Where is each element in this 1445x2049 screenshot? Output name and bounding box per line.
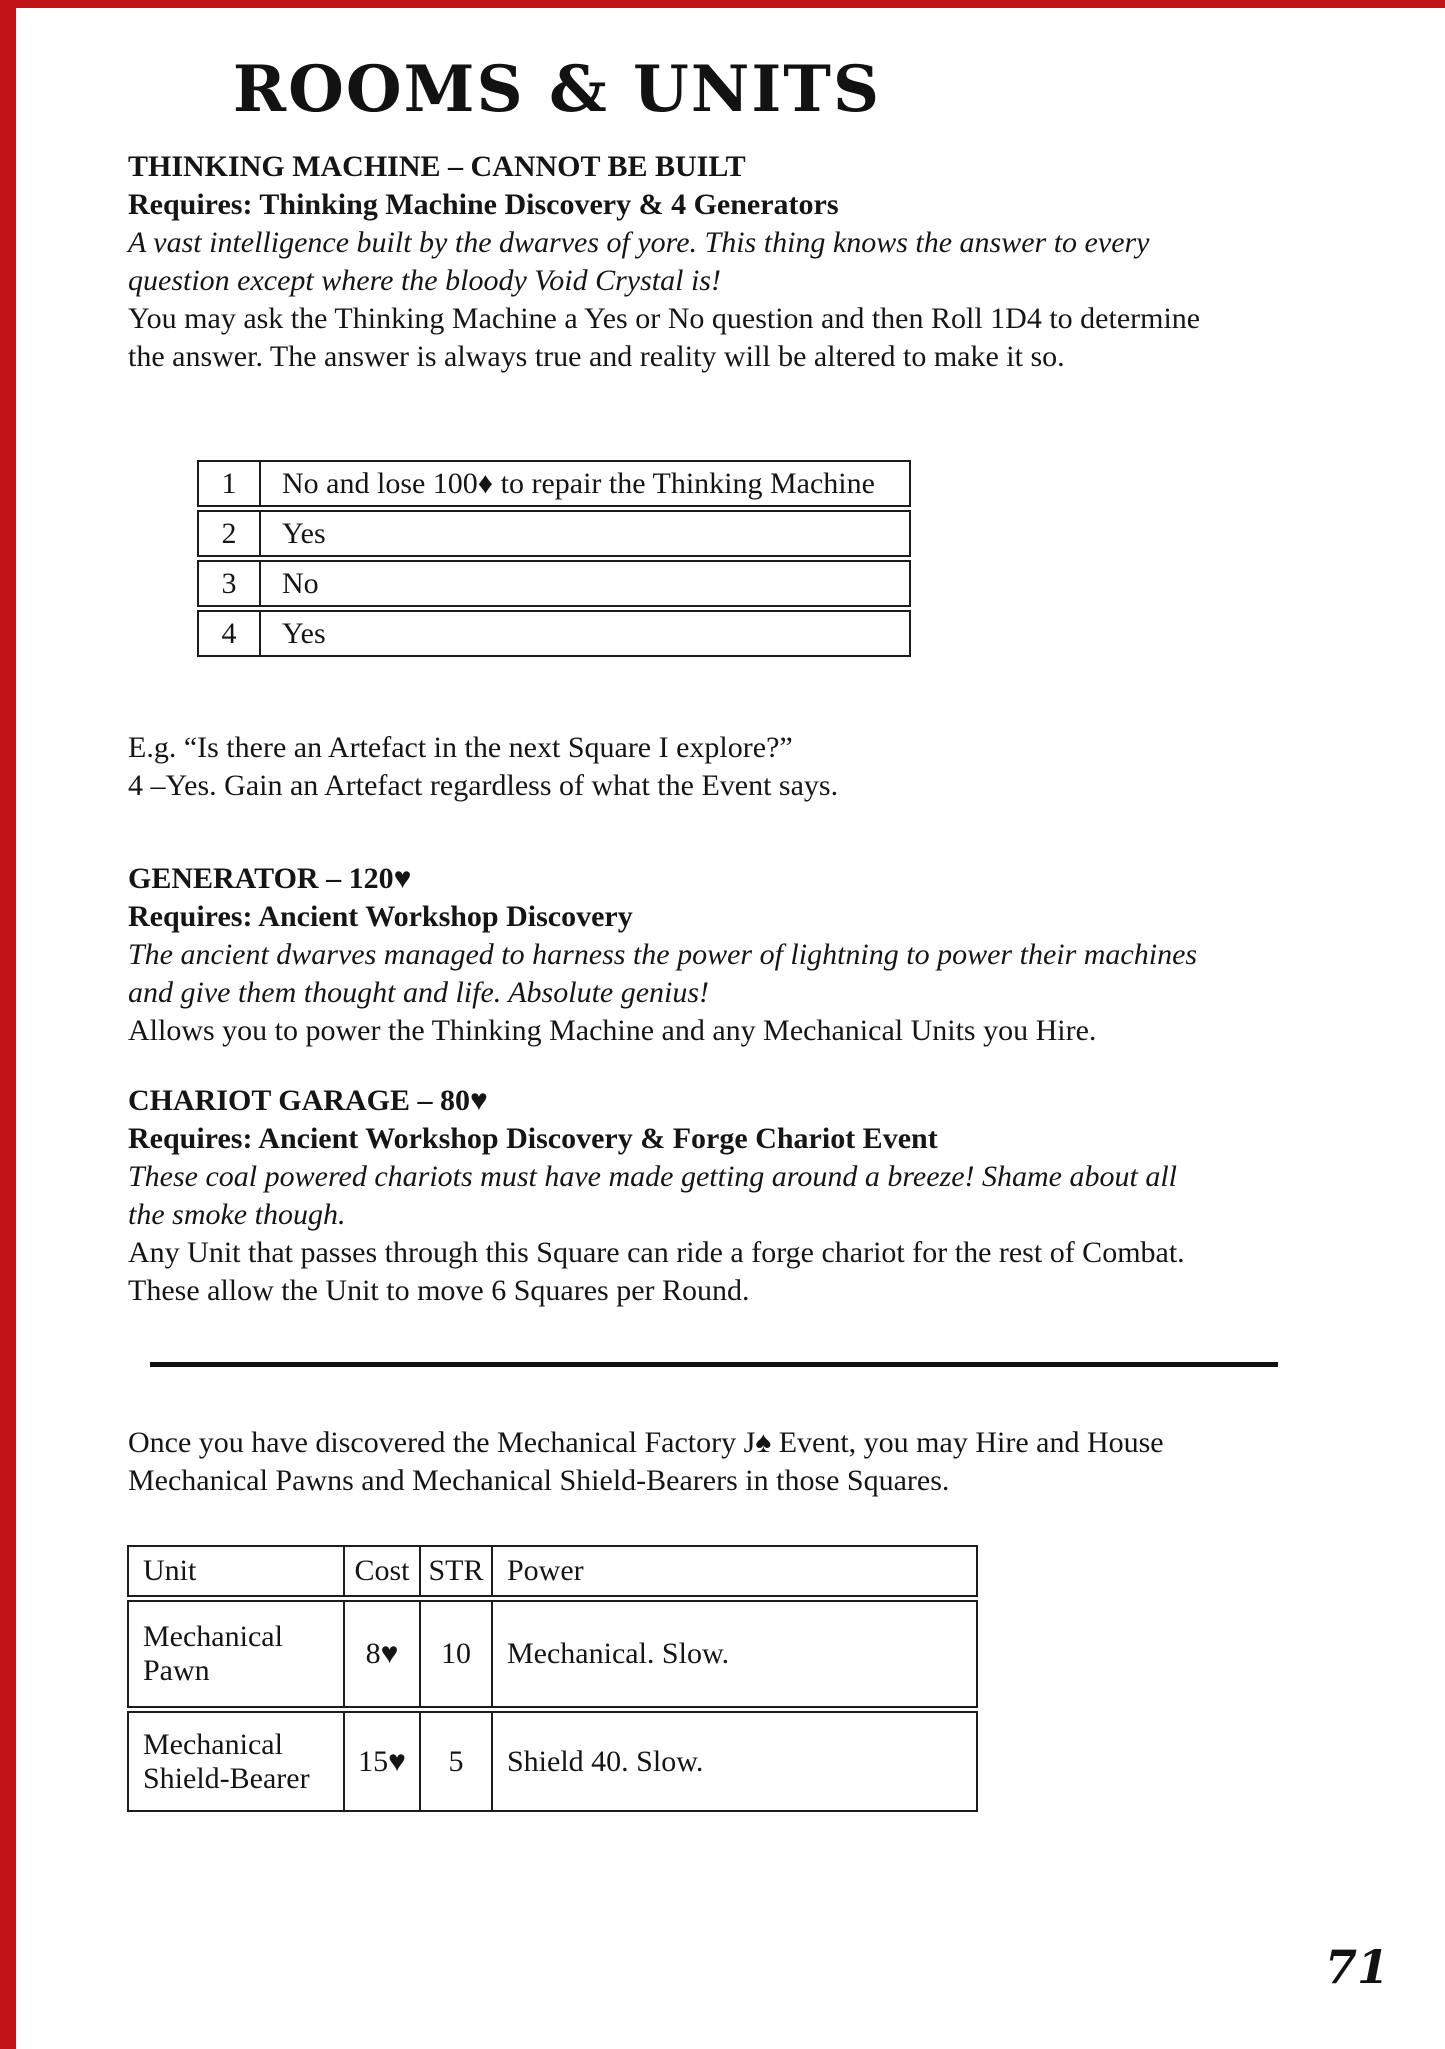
- table-row: [197, 610, 911, 657]
- units-intro-text: Once you have discovered the Mechanical Factory J♠ Event, you may Hire and House Mechanical Pawns and Mechanical Shield-Bearers in those Squares.: [128, 1426, 1164, 1497]
- chariot-garage-body2: These allow the Unit to move 6 Squares per Round.: [128, 1274, 750, 1307]
- roll-result: Yes: [282, 616, 326, 650]
- roll-result: No: [282, 566, 319, 600]
- section-chariot-garage: [128, 1082, 1216, 1310]
- units-table: [127, 1545, 978, 1815]
- table-header-row: [127, 1545, 978, 1597]
- thinking-machine-body: You may ask the Thinking Machine a Yes or No question and then Roll 1D4 to determine the answer. The answer is always true and reality will be altered to make it so.: [128, 302, 1201, 373]
- unit-str: 5: [421, 1713, 493, 1810]
- table-row: [127, 1711, 978, 1812]
- generator-requires: Requires: Ancient Workshop Discovery: [128, 900, 633, 933]
- example-question: E.g. “Is there an Artefact in the next Square I explore?”: [128, 731, 793, 764]
- header-str: STR: [421, 1547, 493, 1595]
- table-row: [127, 1600, 978, 1708]
- header-power: Power: [507, 1554, 584, 1587]
- example-text: [128, 729, 1216, 805]
- table-row: [197, 510, 911, 557]
- unit-cost: 8♥: [345, 1602, 421, 1706]
- generator-flavor: The ancient dwarves managed to harness the power of lightning to power their machines and give them thought and life. Absolute genius!: [128, 938, 1198, 1009]
- page-left-red-border: [0, 0, 16, 2049]
- chariot-garage-body: Any Unit that passes through this Square can ride a forge chariot for the rest of Combat.: [128, 1236, 1185, 1269]
- chariot-garage-requires: Requires: Ancient Workshop Discovery & Forge Chariot Event: [128, 1122, 938, 1155]
- roll-value: 3: [199, 562, 261, 605]
- roll-result: Yes: [282, 516, 326, 550]
- unit-name: Mechanical Shield-Bearer: [129, 1713, 345, 1810]
- section-generator: [128, 860, 1216, 1050]
- generator-body: Allows you to power the Thinking Machine and any Mechanical Units you Hire.: [128, 1014, 1097, 1047]
- thinking-machine-requires: Requires: Thinking Machine Discovery & 4 Generators: [128, 188, 839, 221]
- header-cost: Cost: [345, 1547, 421, 1595]
- thinking-machine-flavor: A vast intelligence built by the dwarves of yore. This thing knows the answer to every question except where the bloody Void Crystal is!: [128, 226, 1150, 297]
- header-unit: Unit: [129, 1547, 345, 1595]
- example-answer: 4 –Yes. Gain an Artefact regardless of what the Event says.: [128, 769, 839, 802]
- section-divider: [150, 1362, 1278, 1367]
- page-title: ROOMS & UNITS: [232, 52, 882, 127]
- unit-str: 10: [421, 1602, 493, 1706]
- roll-result: No and lose 100♦ to repair the Thinking Machine: [282, 466, 875, 500]
- unit-power: Shield 40. Slow.: [507, 1744, 704, 1778]
- roll-value: 2: [199, 512, 261, 555]
- chariot-garage-heading: CHARIOT GARAGE – 80♥: [128, 1084, 488, 1117]
- units-intro: [128, 1424, 1216, 1500]
- unit-name: Mechanical Pawn: [129, 1602, 345, 1706]
- page-top-red-border: [0, 0, 1445, 8]
- page-number: 71: [1324, 1940, 1389, 1994]
- section-thinking-machine: [128, 148, 1216, 376]
- table-row: [197, 560, 911, 607]
- chariot-garage-flavor: These coal powered chariots must have made getting around a breeze! Shame about all the smoke though.: [128, 1160, 1178, 1231]
- roll-value: 4: [199, 612, 261, 655]
- generator-heading: GENERATOR – 120♥: [128, 862, 412, 895]
- thinking-machine-heading: THINKING MACHINE – CANNOT BE BUILT: [128, 150, 746, 183]
- table-row: [197, 460, 911, 507]
- unit-power: Mechanical. Slow.: [507, 1637, 730, 1670]
- unit-cost: 15♥: [345, 1713, 421, 1810]
- d4-result-table: [197, 460, 911, 660]
- roll-value: 1: [199, 462, 261, 505]
